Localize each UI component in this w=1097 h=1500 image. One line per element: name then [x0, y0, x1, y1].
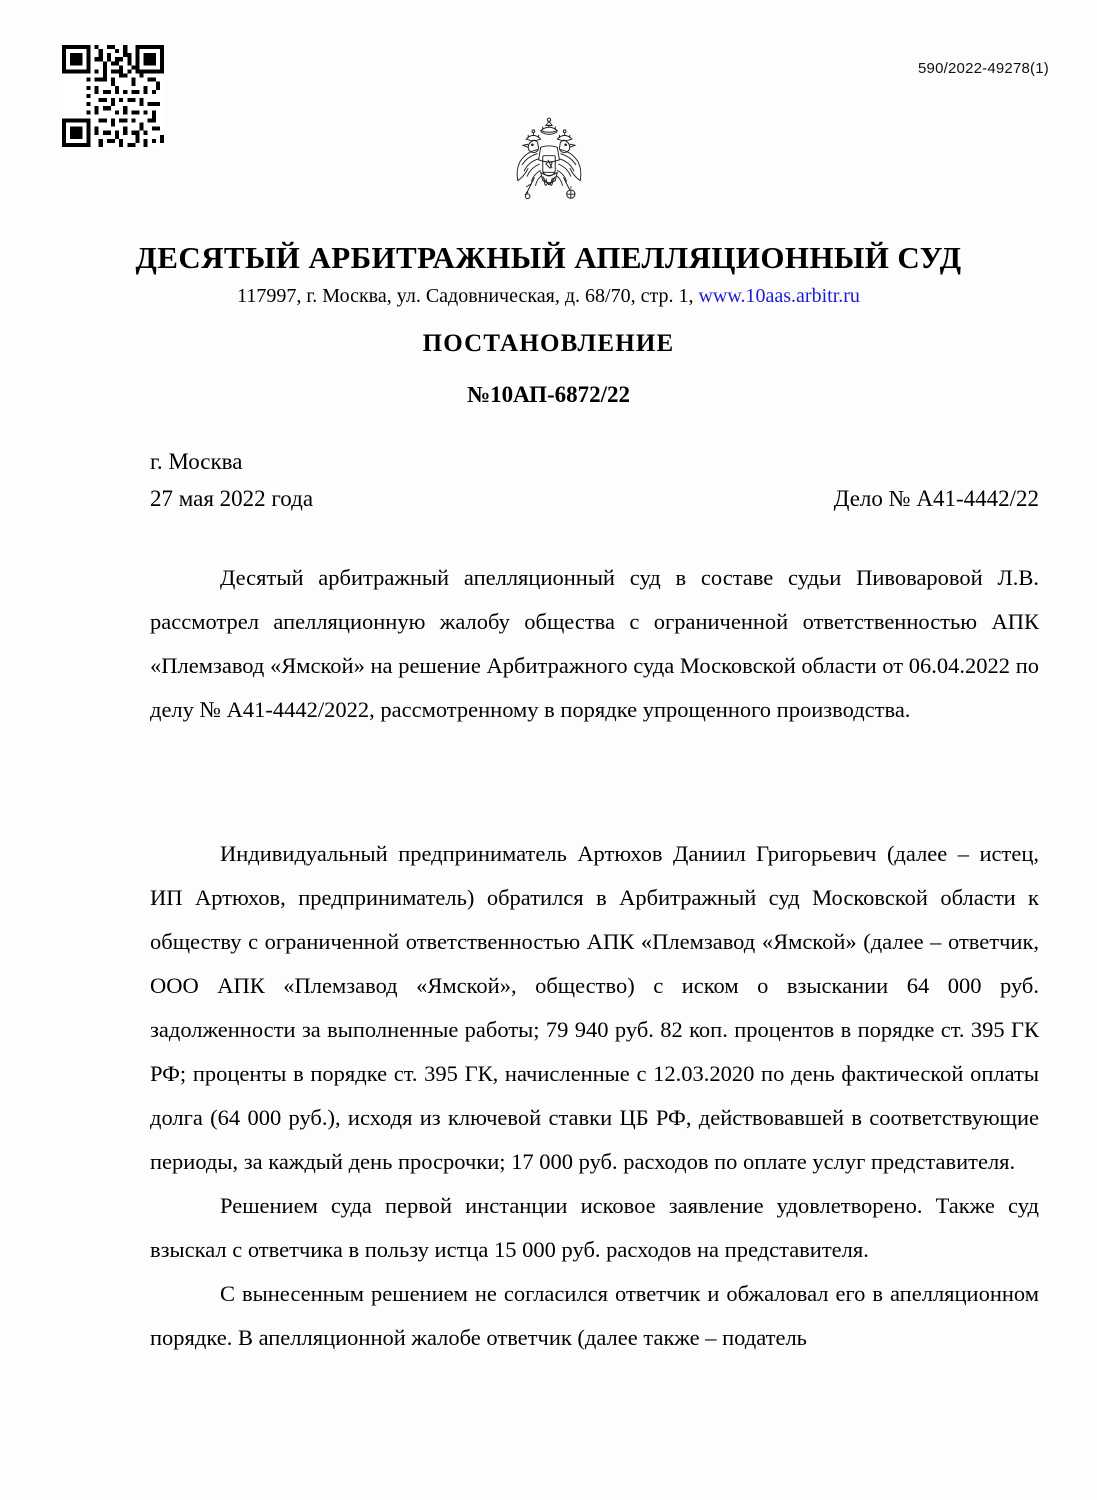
- body-paragraph-4: С вынесенным решением не согласился ответчик и обжаловал его в апелляционном порядке. В апелляционной жалобе ответчик (далее также – податель: [150, 1281, 1039, 1350]
- document-body: [150, 556, 1039, 1360]
- document-code: 590/2022-49278(1): [917, 60, 1049, 77]
- city-label: г. Москва: [150, 449, 243, 474]
- court-address: [0, 285, 1097, 308]
- court-website-link[interactable]: www.10aas.arbitr.ru: [698, 285, 860, 307]
- document-date: 27 мая 2022 года: [150, 486, 314, 511]
- date-case-row: [150, 480, 1039, 517]
- document-meta: [150, 443, 1039, 517]
- document-type-heading: ПОСТАНОВЛЕНИЕ: [422, 330, 675, 357]
- body-paragraph-3: Решением суда первой инстанции исковое заявление удовлетворено. Также суд взыскал с ответчика в пользу истца 15 000 руб. расходов на представителя.: [150, 1193, 1039, 1262]
- case-number: Дело № А41-4442/22: [833, 486, 1039, 511]
- court-address-text: 117997, г. Москва, ул. Садовническая, д. 68/70, стр. 1,: [237, 285, 694, 307]
- body-paragraph-2: Индивидуальный предприниматель Артюхов Даниил Григорьевич (далее – истец, ИП Артюхов, предприниматель) обратился в Арбитражный суд Московской области к обществу с ограниченной ответственностью АПК «Племзавод «Ямской» (далее – ответчик, ООО АПК «Племзавод «Ямской», общество) с иском о взыскании 64 000 руб. задолженности за выполненные работы; 79 940 руб. 82 коп. процентов в порядке ст. 395 ГК РФ; проценты в порядке ст. 395 ГК, начисленные с 12.03.2020 по день фактической оплаты долга (64 000 руб.), исходя из ключевой ставки ЦБ РФ, действовавшей в соответствующие периоды, за каждый день просрочки; 17 000 руб. расходов по оплате услуг представителя.: [150, 841, 1039, 1174]
- paragraph-spacer: [150, 732, 1039, 832]
- russian-coat-of-arms-icon: [0, 112, 1097, 216]
- body-paragraph-1: Десятый арбитражный апелляционный суд в составе судьи Пивоваровой Л.В. рассмотрел апелляционную жалобу общества с ограниченной ответственностью АПК «Племзавод «Ямской» на решение Арбитражного суда Московской области от 06.04.2022 по делу № А41-4442/2022, рассмотренному в порядке упрощенного производства.: [150, 565, 1039, 722]
- document-number: №10АП-6872/22: [466, 382, 631, 407]
- page-title: ДЕСЯТЫЙ АРБИТРАЖНЫЙ АПЕЛЛЯЦИОННЫЙ СУД: [135, 240, 962, 275]
